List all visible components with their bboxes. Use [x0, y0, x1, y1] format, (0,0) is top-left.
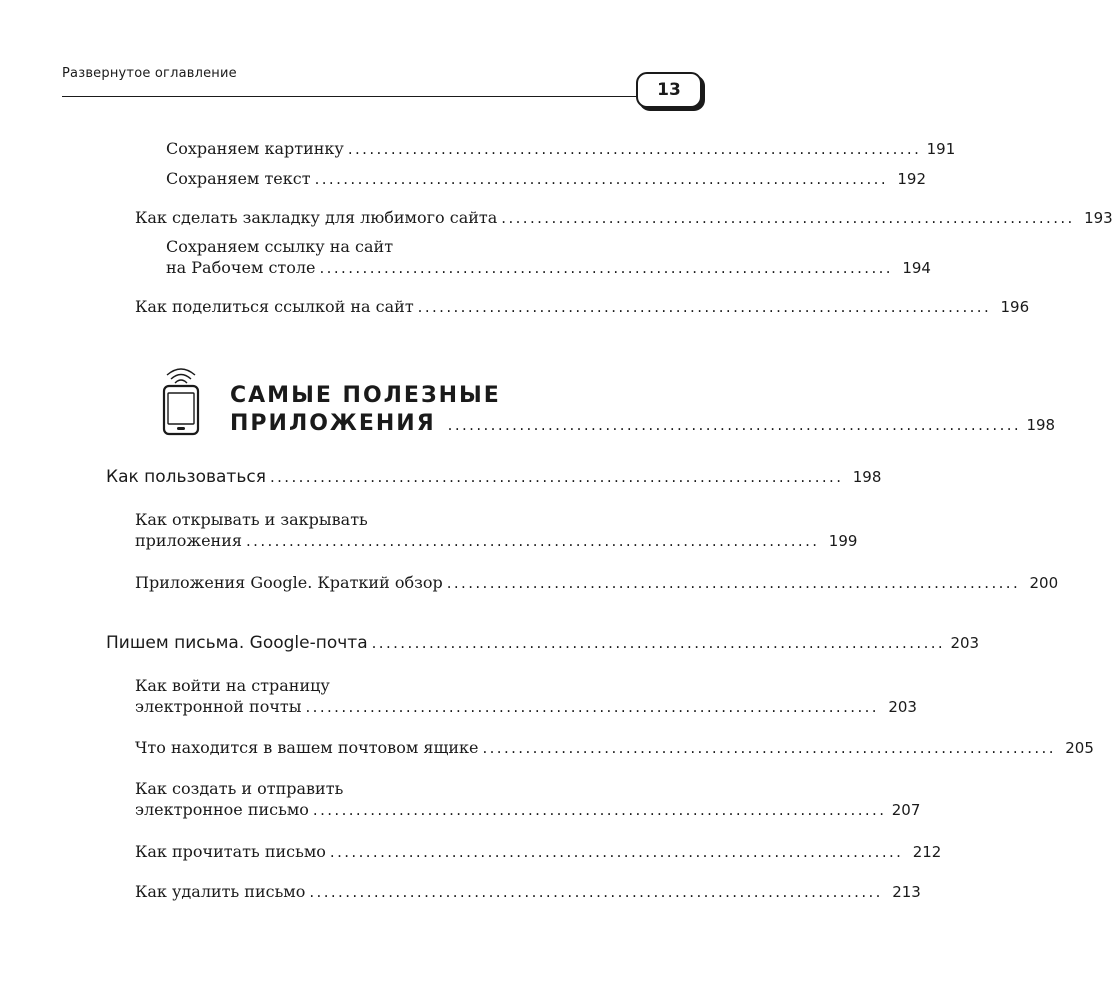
- toc-entry-title: Как сделать закладку для любимого сайта: [135, 208, 498, 227]
- dot-leader: ................................................................................: [305, 698, 879, 716]
- toc-entry-title: Как поделиться ссылкой на сайт: [135, 297, 414, 316]
- dot-leader: ................................................................................: [417, 298, 992, 316]
- dot-leader: ................................................................................: [319, 259, 893, 277]
- dot-leader: ................................................................................: [329, 843, 904, 861]
- toc-entry-how-to-use: [106, 466, 882, 488]
- toc-entry-delete: [135, 881, 921, 903]
- toc-entry-title: приложения: [135, 531, 242, 550]
- section-title-line2: ПРИЛОЖЕНИЯ: [230, 411, 436, 436]
- toc-entry-title: Сохраняем текст: [166, 169, 311, 188]
- toc-entry-page: 191: [926, 140, 956, 158]
- toc-entry-title: Приложения Google. Краткий обзор: [135, 573, 443, 592]
- section-page: 198: [1026, 416, 1056, 434]
- toc-entry-desktop-link: [166, 257, 931, 279]
- toc-entry-title: Что находится в вашем почтовом ящике: [135, 738, 479, 757]
- toc-entry-mail-login-line1: Как войти на страницу: [135, 676, 330, 695]
- dot-leader: ................................................................................: [371, 634, 946, 652]
- toc-entry-title: Пишем письма. Google-почта: [106, 633, 368, 653]
- toc-entry-page: 207: [891, 801, 921, 819]
- toc-entry-compose: [135, 799, 921, 821]
- toc-entry-title: Сохраняем картинку: [166, 139, 344, 158]
- dot-leader: ................................................................................: [347, 140, 922, 158]
- header-rule: [62, 96, 636, 97]
- toc-entry-mailbox: [135, 737, 1094, 759]
- smartphone-wifi-icon: [158, 364, 204, 436]
- toc-entry-page: 198: [852, 468, 882, 486]
- page-number: 13: [657, 80, 681, 100]
- dot-leader: ................................................................................: [312, 801, 887, 819]
- toc-entry-page: 203: [950, 634, 980, 652]
- toc-entry-bookmark: [135, 207, 1113, 229]
- toc-entry-page: 200: [1029, 574, 1059, 592]
- toc-entry-page: 213: [892, 883, 921, 901]
- running-header-title: Развернутое оглавление: [62, 66, 237, 81]
- toc-entry-page: 194: [902, 259, 931, 277]
- toc-entry-page: 192: [897, 170, 927, 188]
- toc-entry-title: Как прочитать письмо: [135, 842, 326, 861]
- dot-leader: ................................................................................: [269, 468, 844, 486]
- toc-entry-title: электронной почты: [135, 697, 302, 716]
- toc-entry-gmail: [106, 632, 980, 654]
- toc-entry-title: на Рабочем столе: [166, 258, 316, 277]
- toc-entry-google-apps: [135, 572, 1059, 594]
- toc-entry-desktop-link-line1: Сохраняем ссылку на сайт: [166, 237, 394, 256]
- toc-entry-page: 199: [828, 532, 858, 550]
- toc-entry-title: Как удалить письмо: [135, 882, 306, 901]
- toc-entry-read: [135, 841, 942, 863]
- dot-leader: ................................................................................: [314, 170, 889, 188]
- toc-entry-page: 203: [888, 698, 917, 716]
- toc-entry-compose-line1: Как создать и отправить: [135, 779, 344, 798]
- toc-entry-save-text: [166, 168, 927, 190]
- toc-entry-page: 212: [912, 843, 942, 861]
- toc-entry-open-close-line1: Как открывать и закрывать: [135, 510, 368, 529]
- toc-entry-share-link: [135, 296, 1030, 318]
- toc-entry-save-picture: [166, 138, 956, 160]
- dot-leader: ................................................................................: [482, 739, 1056, 757]
- section-title-line1: САМЫЕ ПОЛЕЗНЫЕ: [230, 383, 501, 408]
- toc-entry-page: 193: [1084, 209, 1113, 227]
- toc-entry-open-close: [135, 530, 858, 552]
- dot-leader: ................................................................................: [447, 416, 1022, 434]
- dot-leader: ................................................................................: [309, 883, 883, 901]
- dot-leader: ................................................................................: [501, 209, 1075, 227]
- dot-leader: ................................................................................: [245, 532, 820, 550]
- toc-entry-title: электронное письмо: [135, 800, 309, 819]
- section-heading: [230, 411, 1056, 436]
- page-number-badge: [636, 72, 702, 108]
- toc-entry-mail-login: [135, 696, 917, 718]
- toc-entry-title: Как пользоваться: [106, 467, 266, 487]
- toc-entry-page: 205: [1065, 739, 1094, 757]
- toc-entry-page: 196: [1000, 298, 1030, 316]
- dot-leader: ................................................................................: [446, 574, 1021, 592]
